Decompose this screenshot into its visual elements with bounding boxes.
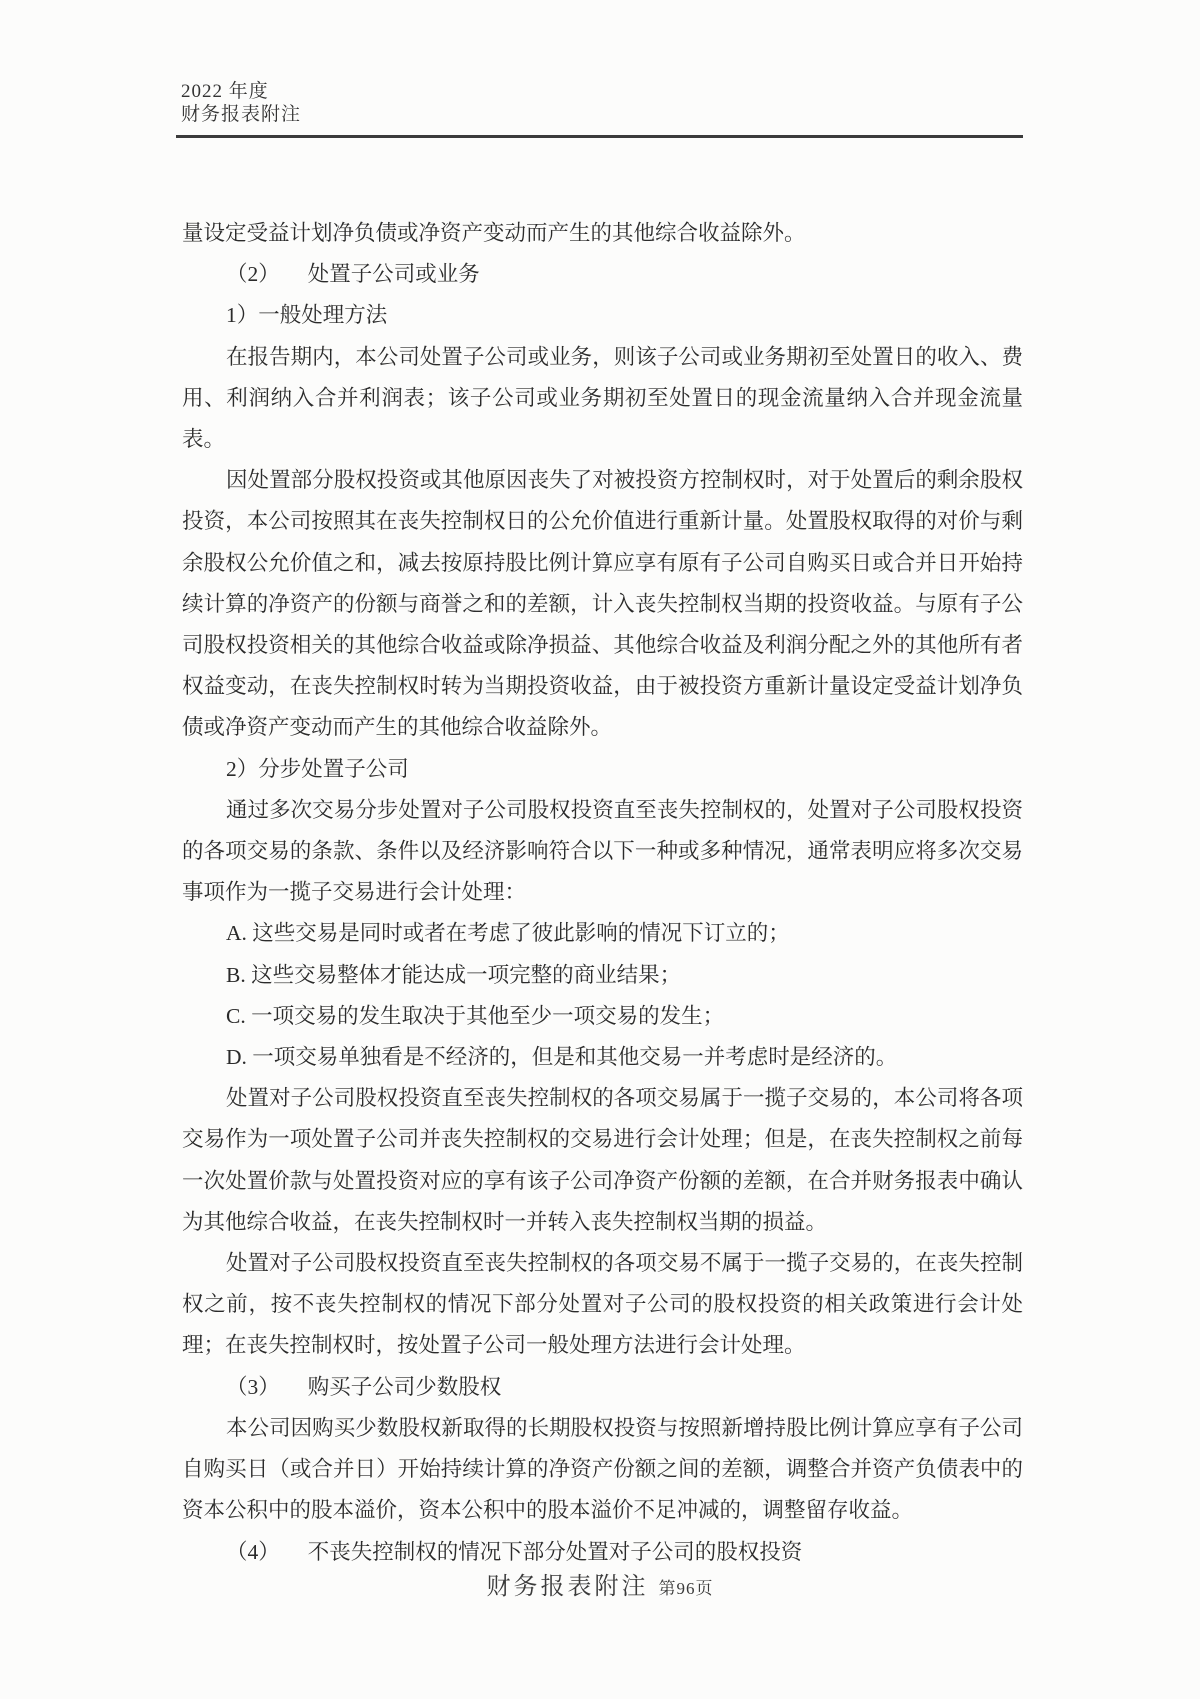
paragraph-text: D. 一项交易单独看是不经济的，但是和其他交易一并考虑时是经济的。 xyxy=(226,1045,898,1070)
paragraph-text: 1）一般处理方法 xyxy=(226,303,388,328)
section-heading xyxy=(182,254,1023,295)
header-divider xyxy=(176,135,1023,138)
section-heading xyxy=(182,1367,1023,1408)
paragraph-text: A. 这些交易是同时或者在考虑了彼此影响的情况下订立的； xyxy=(226,921,790,946)
paragraph xyxy=(182,460,1023,748)
paragraph-text: 通过多次交易分步处置对子公司股权投资直至丧失控制权的，处置对子公司股权投资的各项交易的条款、条件以及经济影响符合以下一种或多种情况，通常表明应将多次交易事项作为一揽子交易进行会计处理： xyxy=(182,797,1023,905)
page-header xyxy=(181,80,301,126)
paragraph-text: B. 这些交易整体才能达成一项完整的商业结果； xyxy=(226,962,682,987)
paragraph xyxy=(182,1243,1023,1367)
paragraph-text: 因处置部分股权投资或其他原因丧失了对被投资方控制权时，对于处置后的剩余股权投资，本公司按照其在丧失控制权日的公允价值进行重新计量。处置股权取得的对价与剩余股权公允价值之和，减去按原持股比例计算应享有原有子公司自购买日或合并日开始持续计算的净资产的份额与商誉之和的差额，计入丧失控制权当期的投资收益。与原有子公司股权投资相关的其他综合收益或除净损益、其他综合收益及利润分配之外的其他所有者权益变动，在丧失控制权时转为当期投资收益，由于被投资方重新计量设定受益计划净负债或净资产变动而产生的其他综合收益除外。 xyxy=(182,468,1023,740)
section-number: （4） xyxy=(226,1539,280,1564)
list-item xyxy=(182,955,1023,996)
header-year: 2022 年度 xyxy=(181,81,269,102)
paragraph xyxy=(182,1078,1023,1243)
paragraph-continuation xyxy=(182,213,1023,254)
list-item xyxy=(182,1037,1023,1078)
paragraph-text: C. 一项交易的发生取决于其他至少一项交易的发生； xyxy=(226,1003,725,1028)
subsection-heading xyxy=(182,749,1023,790)
footer-doc-title: 财务报表附注 xyxy=(486,1574,649,1600)
subsection-heading xyxy=(182,295,1023,336)
page-footer xyxy=(0,1566,1200,1601)
list-item xyxy=(182,996,1023,1037)
paragraph-text: 购买子公司少数股权 xyxy=(307,1374,502,1399)
paragraph xyxy=(182,337,1023,461)
paragraph-text: 量设定受益计划净负债或净资产变动而产生的其他综合收益除外。 xyxy=(182,221,806,245)
paragraph-text: 处置对子公司股权投资直至丧失控制权的各项交易不属于一揽子交易的，在丧失控制权之前，按不丧失控制权的情况下部分处置对子公司的股权投资的相关政策进行会计处理；在丧失控制权时，按处置子公司一般处理方法进行会计处理。 xyxy=(182,1251,1023,1358)
paragraph xyxy=(182,790,1023,914)
list-item xyxy=(182,913,1023,954)
paragraph xyxy=(182,1408,1023,1532)
header-doc-title: 财务报表附注 xyxy=(181,104,302,125)
paragraph-text: 本公司因购买少数股权新取得的长期股权投资与按照新增持股比例计算应享有子公司自购买日（或合并日）开始持续计算的净资产份额之间的差额，调整合并资产负债表中的资本公积中的股本溢价，资本公积中的股本溢价不足冲减的，调整留存收益。 xyxy=(182,1415,1023,1523)
paragraph-text: 2）分步处置子公司 xyxy=(226,756,409,781)
paragraph-text: 处置子公司或业务 xyxy=(307,262,480,287)
paragraph-text: 在报告期内，本公司处置子公司或业务，则该子公司或业务期初至处置日的收入、费用、利润纳入合并利润表；该子公司或业务期初至处置日的现金流量纳入合并现金流量表。 xyxy=(182,344,1023,452)
paragraph-text: 不丧失控制权的情况下部分处置对子公司的股权投资 xyxy=(307,1539,803,1564)
document-body xyxy=(182,213,1023,1573)
paragraph-text: 处置对子公司股权投资直至丧失控制权的各项交易属于一揽子交易的，本公司将各项交易作为一项处置子公司并丧失控制权的交易进行会计处理；但是，在丧失控制权之前每一次处置价款与处置投资对应的享有该子公司净资产份额的差额，在合并财务报表中确认为其他综合收益，在丧失控制权时一并转入丧失控制权当期的损益。 xyxy=(182,1086,1023,1234)
footer-page-number: 第96页 xyxy=(658,1579,714,1598)
section-number: （3） xyxy=(226,1374,280,1399)
section-number: （2） xyxy=(226,262,280,287)
